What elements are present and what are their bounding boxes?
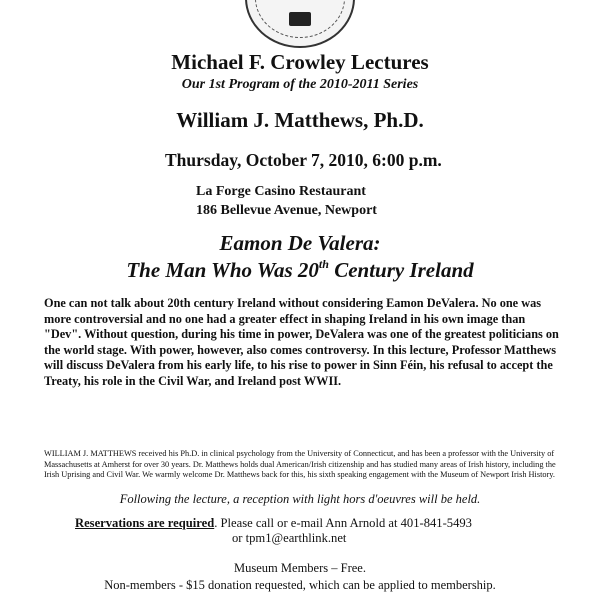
speaker-name: William J. Matthews, Ph.D.	[176, 108, 424, 132]
reservations-required-label: Reservations are required	[75, 516, 215, 530]
reservations-contact: . Please call or e-mail Ann Arnold at 401-841-5493	[214, 516, 472, 530]
event-datetime: Thursday, October 7, 2010, 6:00 p.m.	[165, 150, 442, 170]
venue-name: La Forge Casino Restaurant	[196, 184, 366, 199]
venue-street: 186 Bellevue Avenue, Newport	[196, 203, 377, 218]
venue-address	[196, 182, 377, 220]
lecture-title-line2	[0, 257, 600, 284]
speaker-bio: WILLIAM J. MATTHEWS received his Ph.D. in clinical psychology from the University of Connecticut, and has been a professor with the University of Massachusetts at Amherst for over 30 years. Dr. Matthews holds dual American/Irish citizenship and has studied many areas of Irish history, including the Irish Uprising and Civil War. We warmly welcome Dr. Matthews back for this, his sixth speaking engagement with the Museum of Newport Irish History.	[44, 449, 556, 480]
lecture-title	[0, 230, 600, 284]
nonmembers-price: Non-members - $15 donation requested, which can be applied to membership.	[104, 578, 496, 592]
museum-seal-logo	[245, 0, 355, 48]
members-price: Museum Members – Free.	[234, 561, 366, 575]
lecture-series-title: Michael F. Crowley Lectures	[171, 50, 429, 74]
contact-email[interactable]: or tpm1@earthlink.net	[232, 531, 347, 545]
title-superscript: th	[318, 257, 329, 271]
reservations-info	[75, 515, 472, 531]
lecture-title-line1: Eamon De Valera:	[219, 231, 381, 255]
ship-icon	[289, 12, 311, 26]
title-line2-text: The Man Who Was 20	[126, 258, 319, 282]
lecture-abstract: One can not talk about 20th century Ireland without considering Eamon DeValera. No one was more controversial and no one had a greater effect in shaping Ireland in his own image than "Dev". Without question, during his time in power, DeValera was one of the greatest politicians on the world stage. With power, however, also comes controversy. In this lecture, Professor Matthews will discuss DeValera from his early life, to his rise to power in Sinn Féin, his refusal to accept the Treaty, his role in the Civil War, and Ireland post WWII.	[44, 296, 559, 388]
reception-note: Following the lecture, a reception with light hors d'oeuvres will be held.	[119, 492, 481, 506]
program-subtitle: Our 1st Program of the 2010-2011 Series	[181, 77, 419, 92]
title-line2-suffix: Century Ireland	[328, 258, 474, 282]
